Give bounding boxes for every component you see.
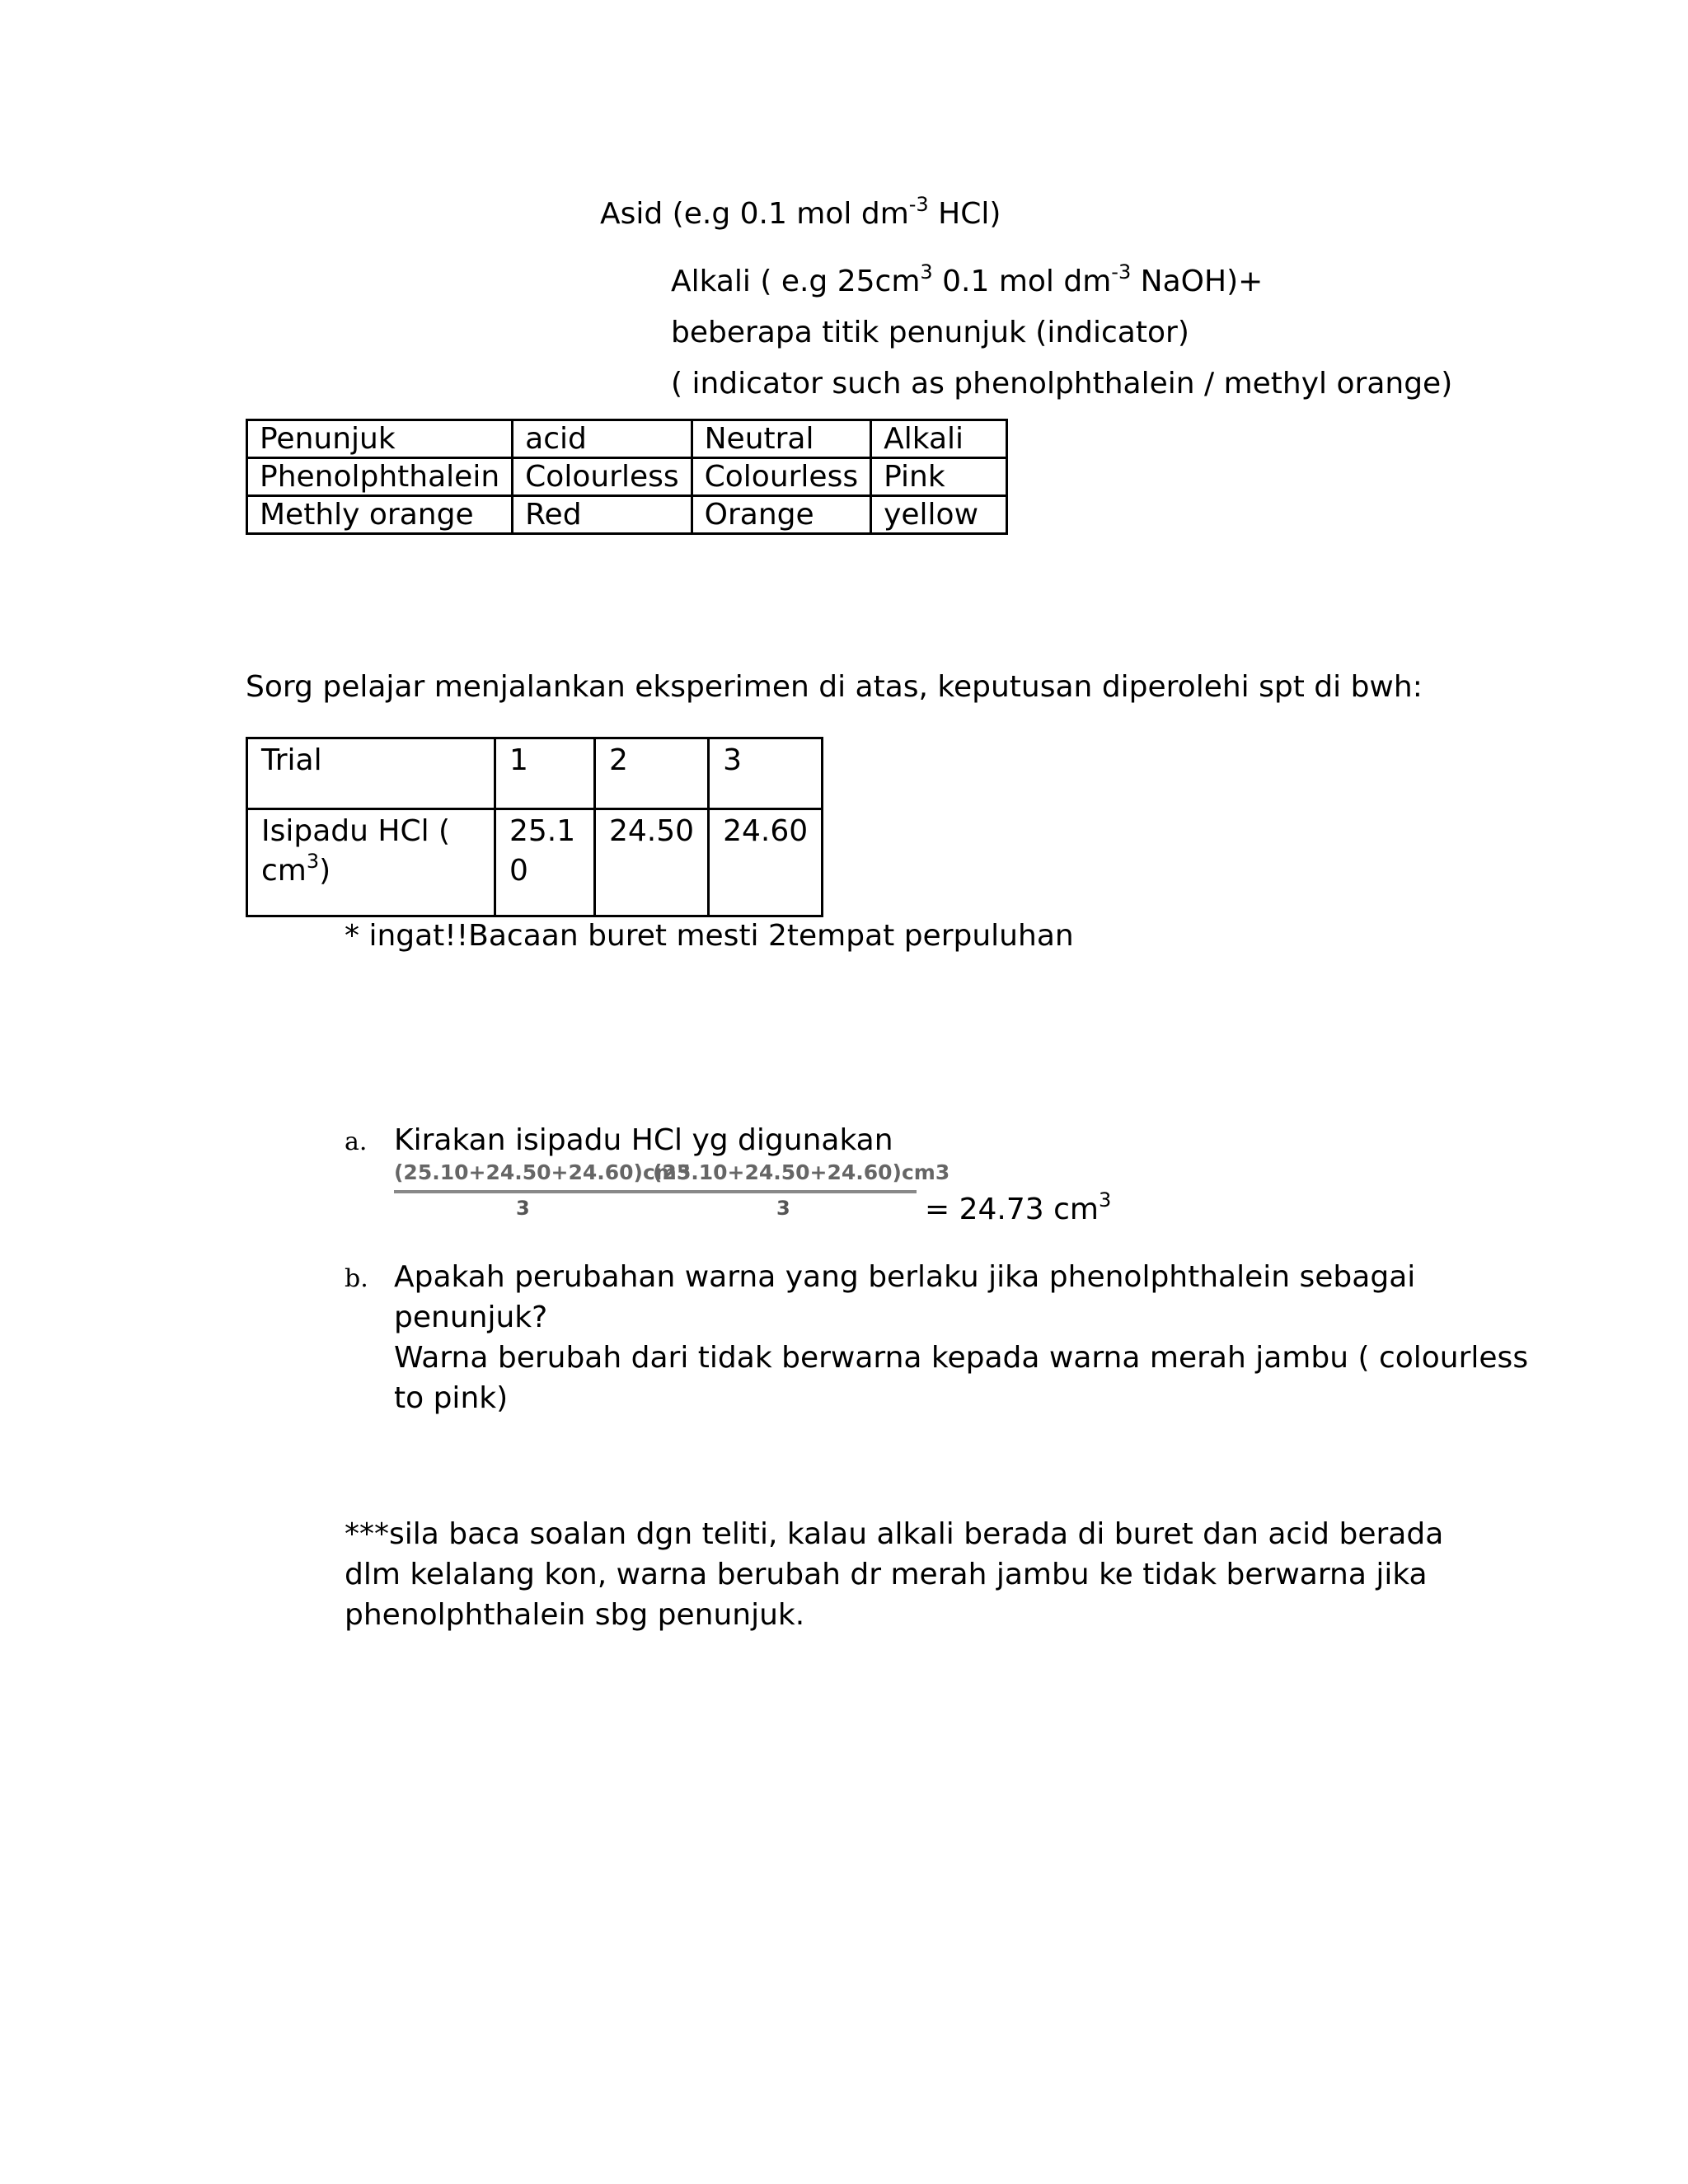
indicator-header-cell: Neutral: [692, 420, 870, 458]
question-b-answer-line1: Warna berubah dari tidak berwarna kepada warna merah jambu ( colourless: [394, 1341, 1529, 1375]
volume-label-close: ): [319, 854, 331, 888]
question-a-result: [925, 1190, 1111, 1230]
trial-header-cell: 1: [495, 738, 595, 809]
fraction-2-denominator: 3: [776, 1197, 790, 1220]
question-a-marker: a.: [345, 1127, 368, 1156]
burette-note: * ingat!!Bacaan buret mesti 2tempat perpuluhan: [345, 919, 1074, 953]
trial-table-row: [247, 809, 823, 916]
acid-text-end: HCl): [928, 197, 1001, 231]
footnote-line2: dlm kelalang kon, warna berubah dr merah jambu ke tidak berwarna jika: [345, 1558, 1428, 1591]
alkali-superscript-2: -3: [1111, 260, 1132, 284]
indicator-cell: Orange: [692, 496, 870, 534]
acid-line: [600, 194, 1001, 234]
alkali-text-mid: 0.1 mol dm: [932, 265, 1112, 298]
volume-value-line1: 25.1: [509, 814, 576, 848]
volume-label-unit: cm: [261, 854, 307, 888]
volume-value-cell: 24.50: [595, 809, 709, 916]
volume-label-line2: [261, 851, 481, 891]
indicator-header-cell: acid: [513, 420, 692, 458]
trial-header-cell: 2: [595, 738, 709, 809]
indicator-cell: yellow: [871, 496, 1007, 534]
indicator-cell: Phenolphthalein: [247, 458, 513, 496]
result-superscript: 3: [1098, 1188, 1112, 1212]
volume-label-cell: [247, 809, 495, 916]
indicator-table: [246, 419, 1008, 535]
indicator-header-cell: Penunjuk: [247, 420, 513, 458]
fraction-1-denominator: 3: [516, 1197, 530, 1220]
question-b-marker: b.: [345, 1264, 368, 1293]
volume-label-line1: Isipadu HCl (: [261, 814, 451, 848]
volume-value-cell: 24.60: [709, 809, 823, 916]
fraction-1-bar: [394, 1190, 653, 1193]
volume-value-line2: 0: [509, 854, 528, 888]
alkali-superscript-1: 3: [920, 260, 933, 284]
question-a-text: Kirakan isipadu HCl yg digunakan: [394, 1123, 893, 1157]
fraction-2-bar: [653, 1190, 917, 1193]
volume-label-superscript: 3: [306, 850, 320, 873]
indicator-cell: Red: [513, 496, 692, 534]
fraction-1-numerator: (25.10+24.50+24.60)cm3: [394, 1160, 692, 1184]
alkali-text: Alkali ( e.g 25cm: [671, 265, 921, 298]
indicator-cell: Colourless: [513, 458, 692, 496]
intro-text: Sorg pelajar menjalankan eksperimen di atas, keputusan diperolehi spt di bwh:: [246, 670, 1423, 704]
alkali-line: [671, 262, 1263, 302]
footnote-line1: ***sila baca soalan dgn teliti, kalau alkali berada di buret dan acid berada: [345, 1517, 1444, 1551]
volume-value-cell: [495, 809, 595, 916]
alkali-text-end: NaOH)+: [1131, 265, 1264, 298]
indicator-table-row: [247, 458, 1007, 496]
trial-header-cell: 3: [709, 738, 823, 809]
indicator-cell: Colourless: [692, 458, 870, 496]
trial-table-row: [247, 738, 823, 809]
acid-text: Asid (e.g 0.1 mol dm: [600, 197, 909, 231]
indicator-line: beberapa titik penunjuk (indicator): [671, 316, 1189, 349]
indicator-table-row: [247, 496, 1007, 534]
result-text: = 24.73 cm: [925, 1193, 1099, 1226]
indicator-example-line: ( indicator such as phenolphthalein / methyl orange): [671, 367, 1453, 401]
indicator-cell: Methly orange: [247, 496, 513, 534]
trial-table: [246, 737, 823, 917]
indicator-cell: Pink: [871, 458, 1007, 496]
fraction-2-numerator: (25.10+24.50+24.60)cm3: [653, 1160, 950, 1184]
trial-header-cell: Trial: [247, 738, 495, 809]
indicator-table-header-row: [247, 420, 1007, 458]
question-b-answer-line2: to pink): [394, 1381, 509, 1415]
footnote-line3: phenolphthalein sbg penunjuk.: [345, 1598, 805, 1632]
question-b-line2: penunjuk?: [394, 1301, 548, 1334]
question-b-line1: Apakah perubahan warna yang berlaku jika phenolphthalein sebagai: [394, 1260, 1416, 1294]
acid-superscript: -3: [908, 193, 929, 216]
indicator-header-cell: Alkali: [871, 420, 1007, 458]
